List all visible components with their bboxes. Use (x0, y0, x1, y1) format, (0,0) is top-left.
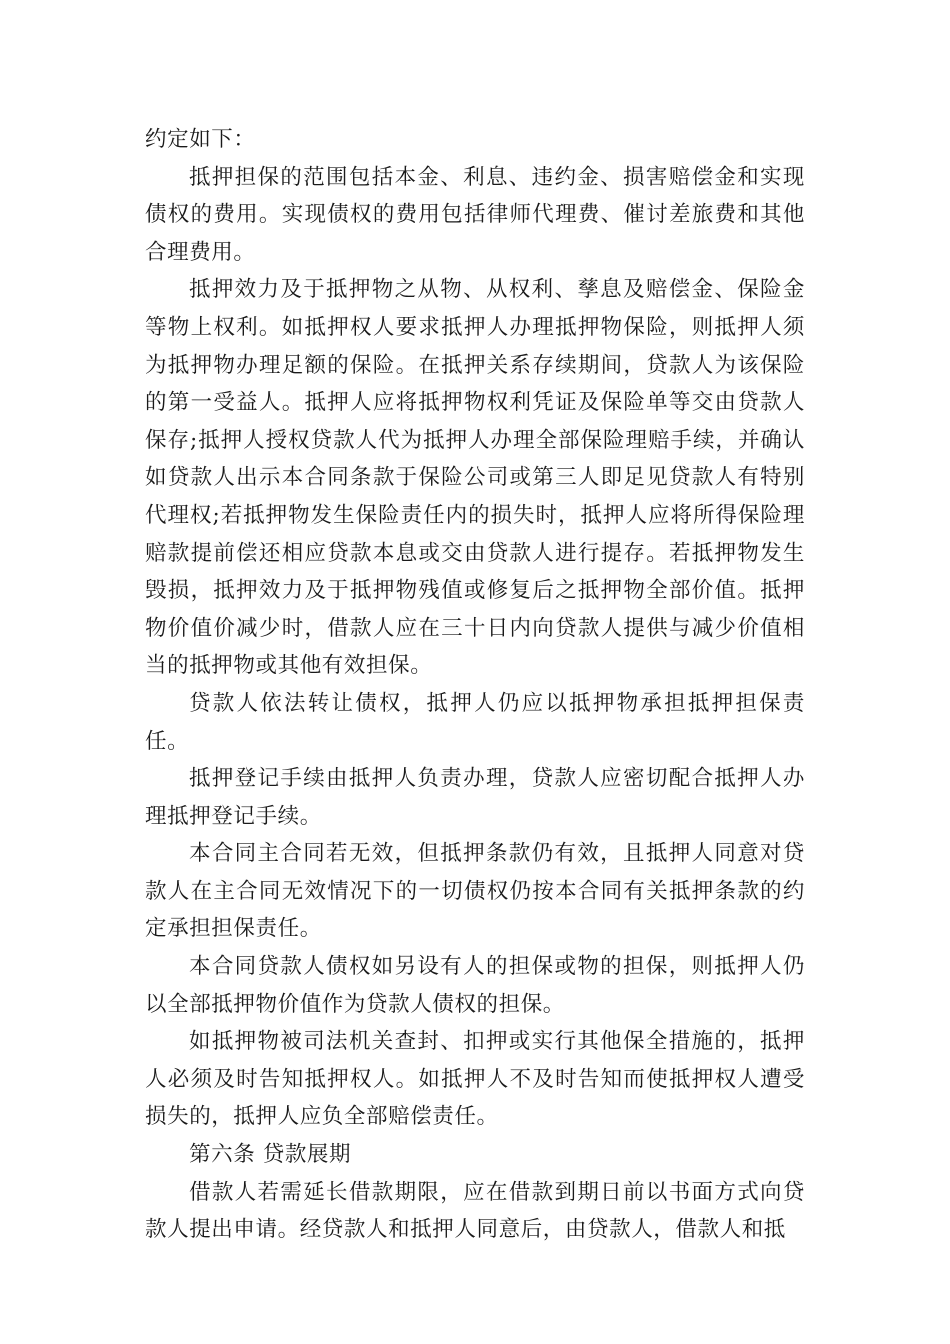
paragraph-guarantee-scope: 抵押担保的范围包括本金、利息、违约金、损害赔偿金和实现债权的费用。实现债权的费用包括律师代理费、催讨差旅费和其他合理费用。 (145, 164, 805, 265)
paragraph-mortgage-effect: 抵押效力及于抵押物之从物、从权利、孳息及赔偿金、保险金等物上权利。如抵押权人要求抵押人办理抵押物保险，则抵押人须为抵押物办理足额的保险。在抵押关系存续期间，贷款人为该保险的第一受益人。抵押人应将抵押物权利凭证及保险单等交由贷款人保存;抵押人授权贷款人代为抵押人办理全部保险理赔手续，并确认如贷款人出示本合同条款于保险公司或第三人即足见贷款人有特别代理权;若抵押物发生保险责任内的损失时，抵押人应将所得保险理赔款提前偿还相应贷款本息或交由贷款人进行提存。若抵押物发生毁损，抵押效力及于抵押物残值或修复后之抵押物全部价值。抵押物价值价减少时，借款人应在三十日内向贷款人提供与减少价值相当的抵押物或其他有效担保。 (145, 277, 805, 679)
paragraph-contract-invalidity: 本合同主合同若无效，但抵押条款仍有效，且抵押人同意对贷款人在主合同无效情况下的一切债权仍按本合同有关抵押条款的约定承担担保责任。 (145, 841, 805, 942)
paragraph-loan-extension: 借款人若需延长借款期限，应在借款到期日前以书面方式向贷款人提出申请。经贷款人和抵押人同意后，由贷款人，借款人和抵 (145, 1179, 805, 1243)
document-body (145, 121, 805, 1249)
paragraph-other-guarantees: 本合同贷款人债权如另设有人的担保或物的担保，则抵押人仍以全部抵押物价值作为贷款人债权的担保。 (145, 954, 805, 1017)
paragraph-seizure-notice: 如抵押物被司法机关查封、扣押或实行其他保全措施的，抵押人必须及时告知抵押权人。如抵押人不及时告知而使抵押权人遭受损失的，抵押人应负全部赔偿责任。 (145, 1029, 805, 1130)
paragraph-intro: 约定如下： (145, 127, 256, 152)
paragraph-registration: 抵押登记手续由抵押人负责办理，贷款人应密切配合抵押人办理抵押登记手续。 (145, 766, 805, 829)
section-heading-article-6: 第六条 贷款展期 (189, 1142, 352, 1168)
paragraph-debt-transfer: 贷款人依法转让债权，抵押人仍应以抵押物承担抵押担保责任。 (145, 690, 805, 754)
